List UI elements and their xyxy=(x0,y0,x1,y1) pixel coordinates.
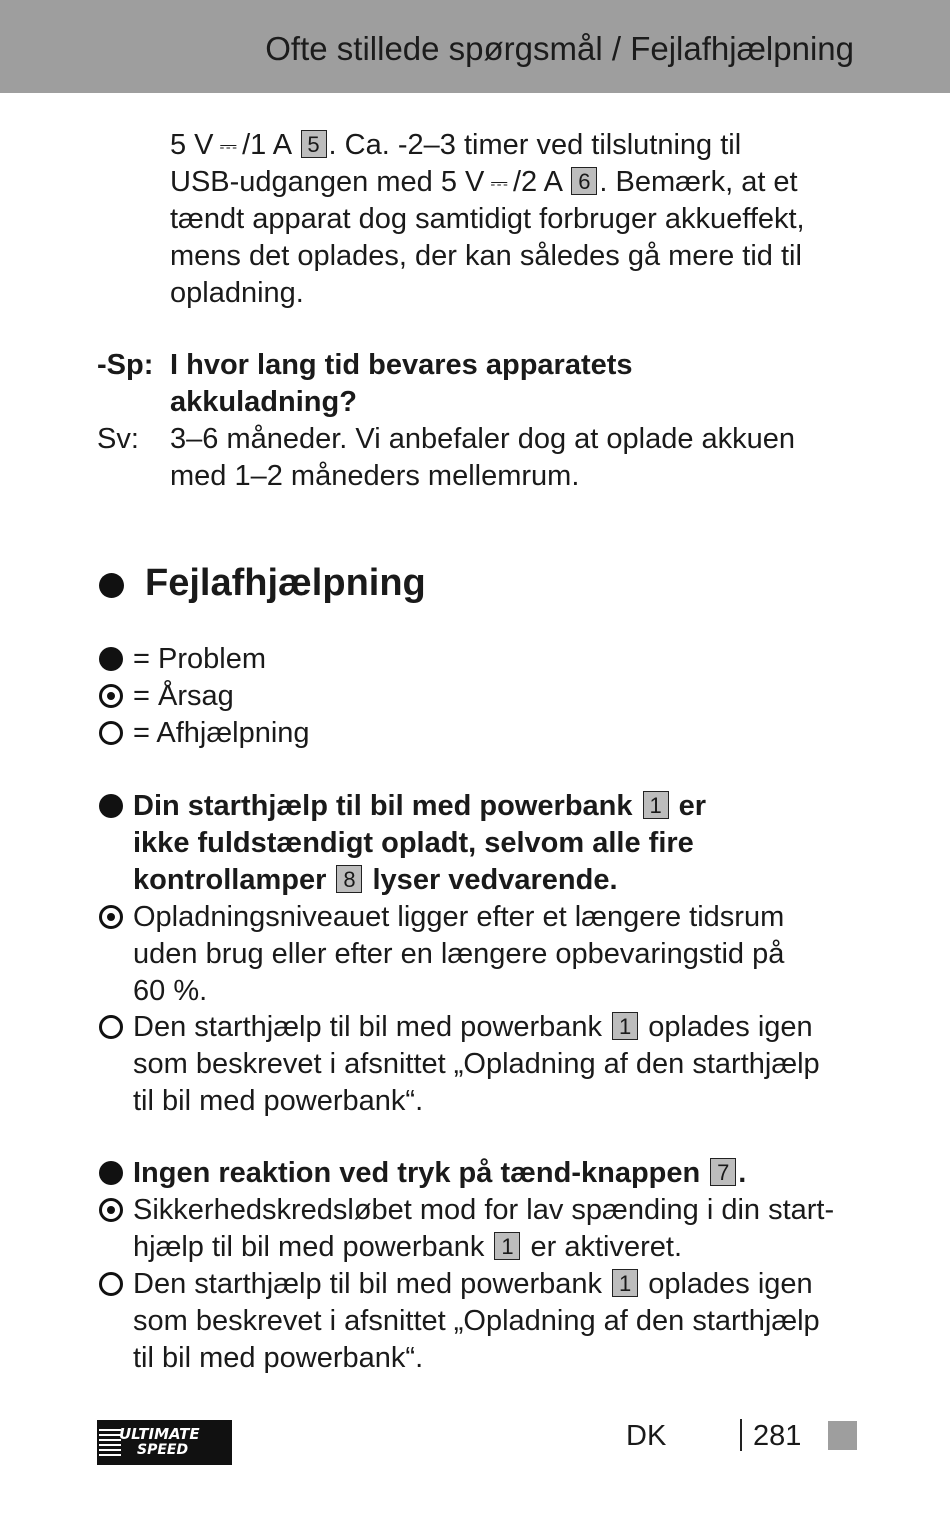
brand-logo xyxy=(97,1420,232,1465)
problem1-line-2: ikke fuldstændigt opladt, selvom alle fire xyxy=(133,827,694,859)
ref-box-1: 1 xyxy=(494,1232,520,1260)
problem1-fix-line-3: til bil med powerbank“. xyxy=(133,1085,424,1117)
problem1-cause-line-2: uden brug eller efter en længere opbevaringstid på xyxy=(133,938,785,970)
faq-question-prefix: -Sp: xyxy=(97,349,154,381)
ref-box-1: 1 xyxy=(612,1269,638,1297)
problem1-line-3: kontrollamper 8 lyser vedvarende. xyxy=(133,864,618,896)
cause-icon xyxy=(99,905,123,929)
problem1-cause-line-3: 60 %. xyxy=(133,975,208,1007)
page-number: 281 xyxy=(753,1420,802,1452)
problem1-fix-line-1: Den starthjælp til bil med powerbank 1 oplades igen xyxy=(133,1011,813,1043)
language-code: DK xyxy=(626,1420,667,1452)
ref-box-5: 5 xyxy=(301,130,327,158)
problem-legend-icon xyxy=(99,647,123,671)
logo-text-top: ULTIMATE xyxy=(119,1425,200,1443)
legend-problem-label: = Problem xyxy=(133,643,266,675)
ref-box-1: 1 xyxy=(612,1012,638,1040)
ref-box-1: 1 xyxy=(643,791,669,819)
logo-stripes-icon xyxy=(99,1426,121,1458)
faq-answer-line-1: 3–6 måneder. Vi anbefaler dog at oplade akkuen xyxy=(170,423,796,455)
problem-icon xyxy=(99,794,123,818)
problem2-line-1: Ingen reaktion ved tryk på tænd-knappen 7 . xyxy=(133,1157,747,1189)
intro-line-5: opladning. xyxy=(170,277,304,309)
intro-line-3: tændt apparat dog samtidigt forbruger akkueffekt, xyxy=(170,203,805,235)
section-bullet-icon xyxy=(99,573,124,598)
problem2-fix-line-3: til bil med powerbank“. xyxy=(133,1342,424,1374)
intro-line-2: USB-udgangen med 5 V ⎓ /2 A 6 . Bemærk, at et xyxy=(170,166,798,198)
legend-remedy-label: = Afhjælpning xyxy=(133,717,310,749)
problem1-line-1: Din starthjælp til bil med powerbank 1 er xyxy=(133,790,707,822)
problem2-fix-line-1: Den starthjælp til bil med powerbank 1 oplades igen xyxy=(133,1268,813,1300)
problem1-cause-line-1: Opladningsniveauet ligger efter et længere tidsrum xyxy=(133,901,785,933)
ref-box-7: 7 xyxy=(710,1158,736,1186)
intro-line-4: mens det oplades, der kan således gå mere tid til xyxy=(170,240,802,272)
problem-icon xyxy=(99,1161,123,1185)
problem1-fix-line-2: som beskrevet i afsnittet „Opladning af den starthjælp xyxy=(133,1048,820,1080)
footer-divider xyxy=(740,1419,742,1451)
header-title: Ofte stillede spørgsmål / Fejlafhjælpning xyxy=(265,30,854,67)
legend-cause-label: = Årsag xyxy=(133,680,234,712)
ref-box-8: 8 xyxy=(336,865,362,893)
faq-question-line-1: I hvor lang tid bevares apparatets xyxy=(170,349,633,381)
cause-legend-icon xyxy=(99,684,123,708)
faq-answer-line-2: med 1–2 måneders mellemrum. xyxy=(170,460,580,492)
cause-icon xyxy=(99,1198,123,1222)
problem2-fix-line-2: som beskrevet i afsnittet „Opladning af den starthjælp xyxy=(133,1305,820,1337)
faq-question-line-2: akkuladning? xyxy=(170,386,357,418)
faq-answer-prefix: Sv: xyxy=(97,423,139,455)
section-title: Fejlafhjælpning xyxy=(145,562,426,604)
page-marker-square xyxy=(828,1421,857,1450)
page-header xyxy=(0,0,950,93)
remedy-icon xyxy=(99,1015,123,1039)
ref-box-6: 6 xyxy=(571,167,597,195)
remedy-icon xyxy=(99,1272,123,1296)
dc-symbol-icon: ⎓ xyxy=(219,133,237,158)
problem2-cause-line-2: hjælp til bil med powerbank 1 er aktiveret. xyxy=(133,1231,683,1263)
intro-line-1: 5 V ⎓ /1 A 5 . Ca. -2–3 timer ved tilslutning til xyxy=(170,129,742,161)
dc-symbol-icon: ⎓ xyxy=(490,170,507,195)
remedy-legend-icon xyxy=(99,721,123,745)
logo-text-bottom: SPEED xyxy=(137,1442,189,1458)
problem2-cause-line-1: Sikkerhedskredsløbet mod for lav spænding i din start- xyxy=(133,1194,835,1226)
